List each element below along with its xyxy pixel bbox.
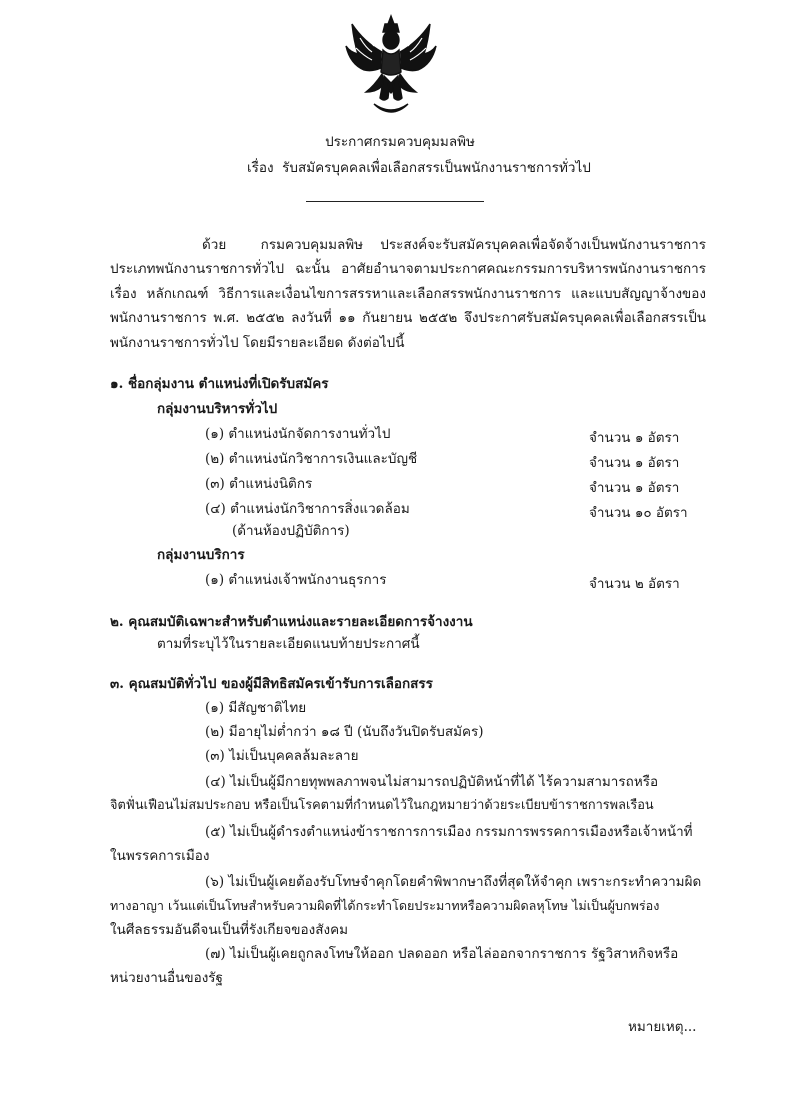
qualification-item (205, 944, 678, 964)
qualification-item (205, 772, 658, 792)
section1-heading: ๑. ชื่อกลุ่มงาน ตำแหน่งที่เปิดรับสมัคร (110, 376, 329, 392)
item-continuation: ทางอาญา เว้นแต่เป็นโทษสำหรับความผิดที่ได้กระทำโดยประมาทหรือความผิดลหุโทษ ไม่เป็นผู้บกพร่อง (110, 898, 660, 913)
continued-note: หมายเหตุ... (628, 1019, 697, 1035)
position-row (205, 570, 386, 590)
position-number: (๓) (205, 476, 225, 492)
item-continuation: หน่วยงานอื่นของรัฐ (110, 970, 223, 986)
item-number: (๕) (205, 824, 226, 840)
qualification-item (205, 722, 484, 742)
position-number: (๔) (205, 501, 226, 517)
position-quantity: จำนวน ๒ อัตรา (589, 576, 680, 592)
item-number: (๖) (205, 874, 225, 890)
item-number: (๑) (205, 700, 225, 716)
intro-lead: ด้วย (202, 237, 227, 253)
item-text: ไม่เป็นบุคคลล้มละลาย (229, 748, 359, 764)
position-quantity: จำนวน ๑ อัตรา (589, 430, 680, 446)
item-number: (๒) (205, 724, 225, 740)
group1-name: กลุ่มงานบริหารทั่วไป (157, 401, 278, 417)
position-quantity: จำนวน ๑ อัตรา (589, 480, 680, 496)
qualification-item (205, 746, 359, 766)
group2-name: กลุ่มงานบริการ (157, 547, 245, 563)
item-number: (๓) (205, 748, 225, 764)
position-quantity: จำนวน ๑๐ อัตรา (589, 505, 688, 521)
announcement-title: ประกาศกรมควบคุมมลพิษ (325, 134, 475, 150)
item-text: ไม่เป็นผู้เคยถูกลงโทษให้ออก ปลดออก หรือไล่ออกจากราชการ รัฐวิสาหกิจหรือ (229, 946, 679, 962)
position-title: ตำแหน่งนิติกร (229, 476, 313, 492)
item-text: ไม่เป็นผู้เคยต้องรับโทษจำคุกโดยคำพิพากษาถึงที่สุดให้จำคุก เพราะกระทำความผิด (228, 874, 702, 890)
position-title: ตำแหน่งนักวิชาการเงินและบัญชี (228, 451, 418, 467)
qualification-item (205, 698, 306, 718)
title-divider (306, 201, 484, 202)
qualification-item (205, 872, 701, 892)
item-continuation: ในพรรคการเมือง (110, 848, 210, 864)
subject-line (247, 158, 591, 178)
position-title: ตำแหน่งนักวิชาการสิ่งแวดล้อม (230, 501, 410, 517)
position-title: ตำแหน่งนักจัดการงานทั่วไป (228, 426, 391, 442)
item-number: (๗) (205, 946, 226, 962)
item-text: มีอายุไม่ต่ำกว่า ๑๘ ปี (นับถึงวันปิดรับสมัคร) (228, 724, 484, 740)
position-row (205, 449, 417, 469)
item-continuation: ในศีลธรรมอันดีจนเป็นที่รังเกียจของสังคม (110, 922, 348, 938)
position-row (205, 474, 312, 494)
section2-heading: ๒. คุณสมบัติเฉพาะสำหรับตำแหน่งและรายละเอียดการจ้างงาน (110, 614, 473, 630)
intro-paragraph (110, 233, 706, 355)
intro-body: กรมควบคุมมลพิษ ประสงค์จะรับสมัครบุคคลเพื่อจัดจ้างเป็นพนักงานราชการประเภทพนักงานราชการทั่วไป ฉะนั้น อาศัยอำนาจตามประกาศคณะกรรมการบริหารพนักงานราชการ เรื่อง หลักเกณฑ์ วิธีการและเงื่อนไขการสรรหาและเลือกสรรพนักงานราชการ และแบบสัญญาจ้างของพนักงานราชการ พ.ศ. ๒๕๕๒ ลงวันที่ ๑๑ กันยายน ๒๕๕๒ จึงประกาศรับสมัครบุคคลเพื่อเลือกสรรเป็นพนักงานราชการทั่วไป โดยมีรายละเอียด ดังต่อไปนี้ (110, 237, 706, 351)
position-number: (๑) (205, 426, 225, 442)
position-note: (ด้านห้องปฏิบัติการ) (232, 523, 350, 539)
subject-label: เรื่อง (247, 160, 274, 176)
item-text: มีสัญชาติไทย (228, 700, 307, 716)
position-title: ตำแหน่งเจ้าพนักงานธุรการ (228, 572, 387, 588)
position-row (205, 424, 391, 444)
item-text: ไม่เป็นผู้ดำรงตำแหน่งข้าราชการการเมือง กรรมการพรรคการเมืองหรือเจ้าหน้าที่ (230, 824, 693, 840)
item-text: ไม่เป็นผู้มีกายทุพพลภาพจนไม่สามารถปฏิบัติหน้าที่ได้ ไร้ความสามารถหรือ (230, 774, 659, 790)
position-number: (๒) (205, 451, 225, 467)
garuda-emblem-icon (344, 12, 438, 118)
item-continuation: จิตฟั่นเฟือนไม่สมประกอบ หรือเป็นโรคตามที่กำหนดไว้ในกฎหมายว่าด้วยระเบียบข้าราชการพลเรือน (110, 798, 654, 813)
position-quantity: จำนวน ๑ อัตรา (589, 455, 680, 471)
position-number: (๑) (205, 572, 225, 588)
section3-heading: ๓. คุณสมบัติทั่วไป ของผู้มีสิทธิสมัครเข้ารับการเลือกสรร (110, 676, 433, 692)
subject-text: รับสมัครบุคคลเพื่อเลือกสรรเป็นพนักงานราชการทั่วไป (282, 160, 591, 176)
qualification-item (205, 822, 693, 842)
item-number: (๔) (205, 774, 226, 790)
section2-text: ตามที่ระบุไว้ในรายละเอียดแนบท้ายประกาศนี้ (157, 636, 420, 652)
position-row (205, 499, 410, 519)
